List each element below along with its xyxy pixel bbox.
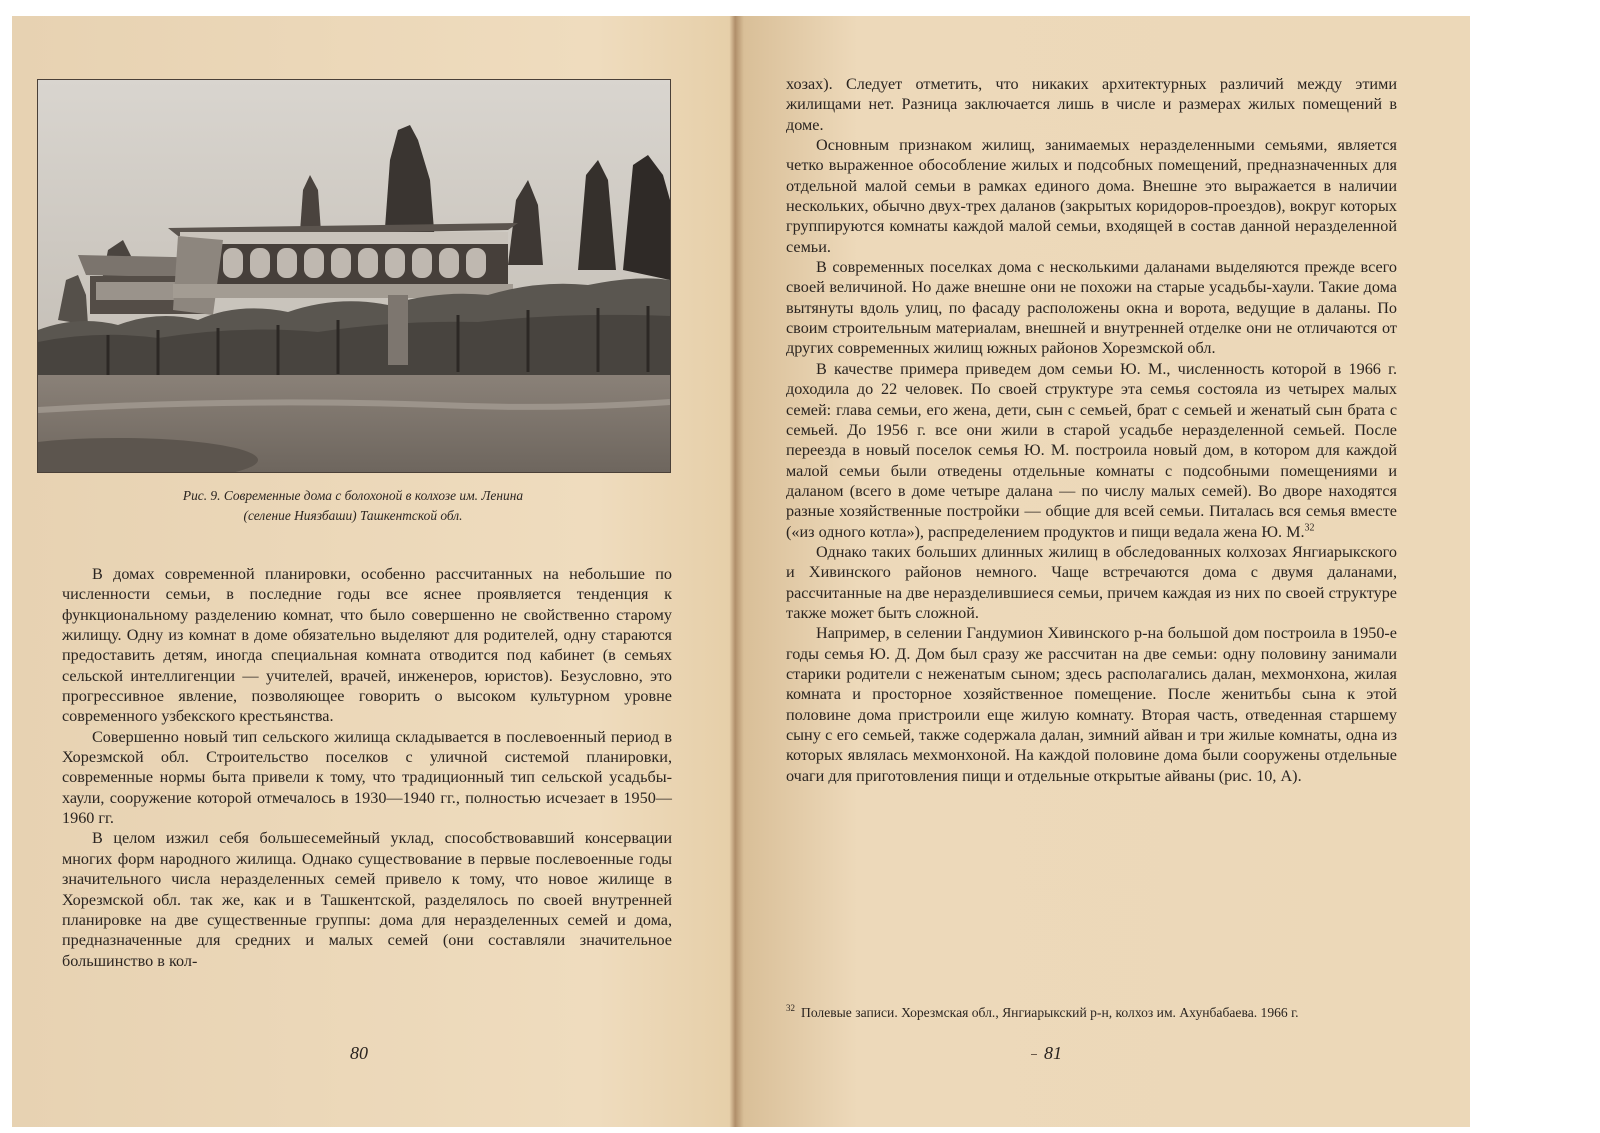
left-body-text: [62, 564, 672, 971]
paragraph: Совершенно новый тип сельского жилища складывается в послевоенный период в Хорезмской обл. Строительство поселков с уличной системой планировки, современные нормы быта привели к тому, что традиционный тип сельской усадьбы-хаули, сооружение которой отмечалось в 1930—1940 гг., полностью исчезает в 1950—1960 гг.: [62, 727, 672, 828]
left-page: [12, 16, 736, 1127]
paragraph: Например, в селении Гандумион Хивинского р-на большой дом построила в 1950-е годы семья Ю. Д. Дом был сразу же рассчитан на две семьи: одну половину занимали старики родители с неженатым сыном; здесь располагались далан, мехмонхона, жилая комната и просторное хозяйственное помещение. После женитьбы сына к этой половине дома пристроили еще жилую комнату. Вторая часть, отведенная старшему сыну с его семьей, также содержала далан, зимний айван и три жилые комнаты, одна из которых являлась мехмонхоной. На каждой половине дома были сооружены отдельные очаги для приготовления пищи и отдельные открытые айваны (рис. 10, А).: [786, 624, 1397, 785]
paragraph: хозах). Следует отметить, что никаких архитектурных различий между этими жилищами нет. Разница заключается лишь в числе и размерах жилых помещений в доме.: [786, 75, 1397, 134]
page-number: 81: [1044, 1043, 1062, 1063]
right-page: [745, 16, 1470, 1127]
footnote: [786, 1004, 1397, 1022]
paragraph: В целом изжил себя большесемейный уклад, способствовавший консервации многих форм народного жилища. Однако существование в первые послевоенные годы значительного числа неразделенных семей привело к тому, что новое жилище в Хорезмской обл. так же, как и в Ташкентской, разделялось по своей внутренней планировке на две существенные группы: дома для неразделенных семей и дома, предназначенные для средних и малых семей (они составляли значительное большинство в кол-: [62, 829, 672, 970]
paragraph: [786, 359, 1397, 542]
footnote-mark: 32: [786, 1003, 795, 1014]
figure-caption: [37, 486, 669, 526]
footnote-text: Полевые записи. Хорезмская обл., Янгиарыкский р-н, колхоз им. Ахунбабаева. 1966 г.: [801, 1005, 1299, 1020]
figure-9-photo: [37, 79, 671, 473]
paragraph: В современных поселках дома с несколькими даланами выделяются прежде всего своей величиной. Но даже внешне они не похожи на старые усадьбы-хаули. Такие дома вытянуты вдоль улиц, по фасаду расположены окна и ворота, ведущие в даланы. По своим строительным материалам, внешней и внутренней отделке они не отличаются от других современных жилищ южных районов Хорезмской обл.: [786, 258, 1397, 358]
caption-line-1: Рис. 9. Современные дома с болохоной в колхозе им. Ленина: [182, 488, 524, 503]
footnote-reference: 32: [1304, 522, 1315, 534]
caption-line-2: (селение Ниязбаши) Ташкентской обл.: [243, 508, 463, 523]
right-body-text: [786, 74, 1397, 786]
book-spread: [12, 16, 1470, 1127]
page-number: 80: [350, 1043, 368, 1063]
paragraph-text: В качестве примера приведем дом семьи Ю. М., численность которой в 1966 г. доходила до 22 человек. По своей структуре эта семья состояла из четырех малых семей: глава семьи, его жена, дети, сын с семьей, брат с семьей и женатый сын брата с семьей. До 1956 г. все они жили в старой усадьбе неразделенной семьей. После переезда в новый поселок семья Ю. М. построила новый дом, в котором для каждой малой семьи были отведены отдельные комнаты с подсобными помещениями и даланом (всего в доме четыре далана — по числу малых семей). Во дворе находятся разные хозяйственные постройки — общие для всей семьи. Питалась вся семья вместе («из одного котла»), распределением продуктов и пищи ведала жена Ю. М.: [786, 359, 1397, 541]
paragraph: Однако таких больших длинных жилищ в обследованных колхозах Янгиарыкского и Хивинского районов немного. Чаще встречаются дома с двумя даланами, рассчитанные на две неразделившиеся семьи, причем каждая из них по своей структуре также может быть сложной.: [786, 542, 1397, 622]
page-number-dash: [1031, 1054, 1037, 1055]
paragraph: Основным признаком жилищ, занимаемых неразделенными семьями, является четко выраженное обособление жилых и подсобных помещений, предназначенных для отдельной малой семьи в рамках единого дома. Внешне это выражается в наличии нескольких, обычно двух-трех даланов (закрытых коридоров-проездов), вокруг которых группируются комнаты каждой малой семьи, входящей в состав данной неразделенной семьи.: [786, 136, 1397, 256]
paragraph: В домах современной планировки, особенно рассчитанных на небольшие по численности семьи, в последние годы все яснее проявляется тенденция к функциональному разделению комнат, что было совершенно не свойственно старому жилищу. Одну из комнат в доме обязательно выделяют для родителей, одну стараются предоставить детям, иногда специальная комната отводится под кабинет (в семьях сельской интеллигенции — учителей, врачей, инженеров, юристов). Безусловно, это прогрессивное явление, позволяющее говорить о высоком культурном уровне современного узбекского крестьянства.: [62, 565, 672, 726]
